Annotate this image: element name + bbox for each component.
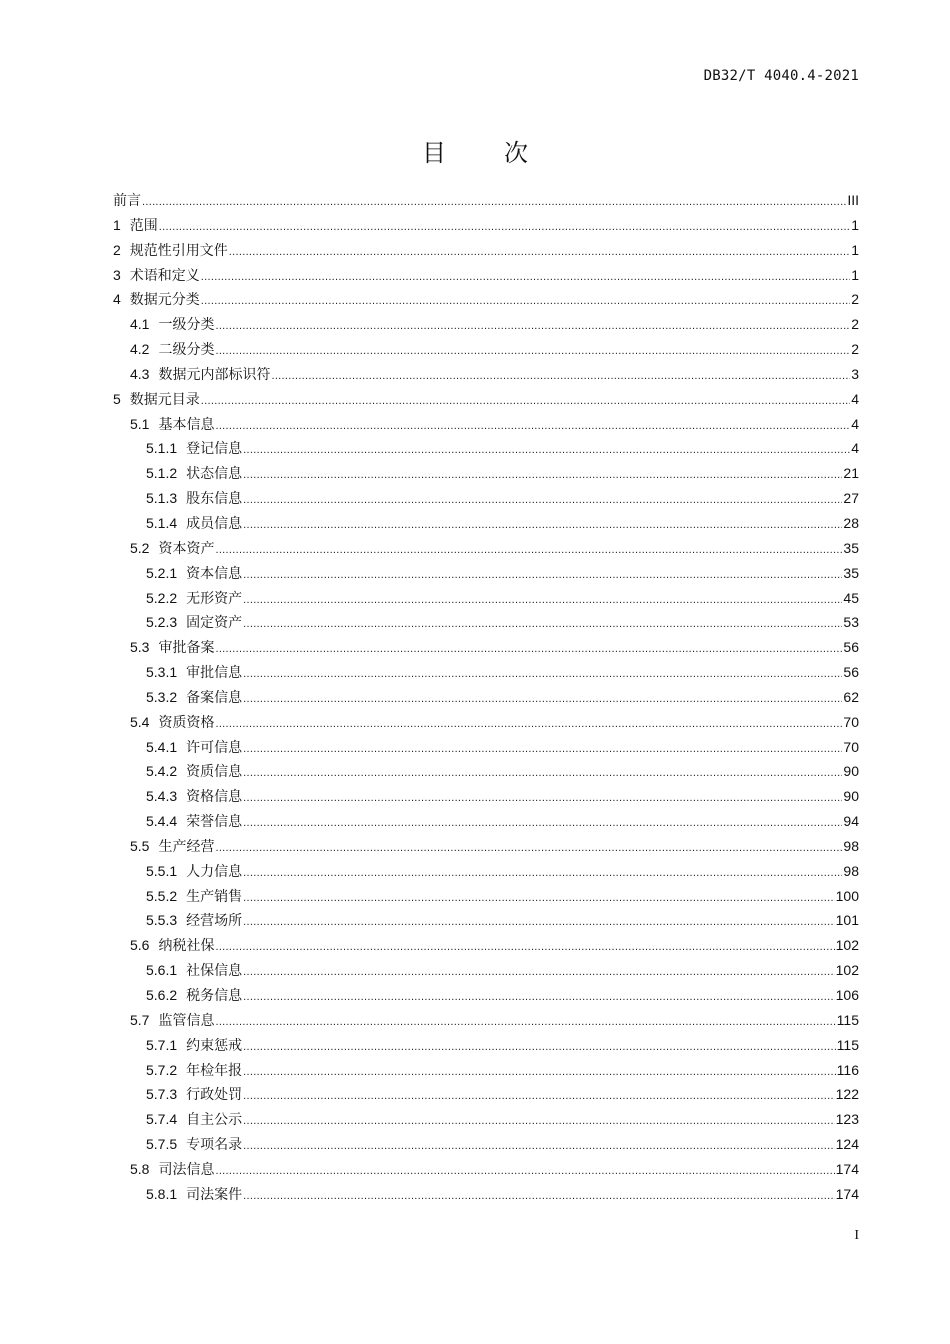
toc-entry-number: 5.3.2 [146, 688, 178, 705]
toc-entry[interactable] [113, 960, 859, 985]
toc-entry-number: 4 [113, 291, 121, 308]
toc-entry-page: 3 [851, 365, 859, 382]
toc-entry-label: 社保信息 [186, 963, 243, 980]
toc-dot-leader [142, 196, 846, 208]
toc-entry-number: 5.7.5 [146, 1136, 178, 1153]
toc-entry-page: III [847, 192, 859, 208]
toc-dot-leader [215, 345, 850, 357]
toc-entry-number: 5.2.3 [146, 614, 178, 631]
toc-entry-page: 2 [851, 341, 859, 358]
toc-entry[interactable] [113, 563, 859, 588]
toc-dot-leader [243, 817, 842, 829]
toc-entry-page: 124 [835, 1136, 859, 1153]
toc-entry-page: 98 [843, 837, 859, 854]
toc-entry-label: 税务信息 [186, 988, 243, 1004]
toc-entry[interactable] [113, 588, 859, 613]
toc-dot-leader [243, 444, 850, 456]
toc-dot-leader [243, 1090, 835, 1102]
toc-entry-label: 范围 [129, 217, 158, 234]
toc-entry-number: 4.1 [130, 316, 150, 333]
toc-dot-leader [201, 271, 850, 283]
toc-dot-leader [243, 1066, 836, 1078]
toc-entry-label: 数据元内部标识符 [158, 366, 271, 383]
toc-entry-page: 100 [835, 887, 859, 904]
toc-entry[interactable] [113, 1010, 859, 1035]
toc-entry-label: 生产经营 [158, 838, 215, 855]
toc-entry-page: 174 [835, 1160, 859, 1177]
toc-entry-label: 审批信息 [186, 665, 243, 682]
toc-entry-label: 年检年报 [186, 1062, 243, 1079]
toc-entry[interactable] [113, 364, 859, 389]
toc-entry[interactable] [113, 289, 859, 314]
toc-entry-number: 4.2 [130, 341, 150, 358]
toc-dot-leader [215, 544, 842, 556]
toc-entry-label: 二级分类 [158, 342, 215, 359]
toc-entry-label: 状态信息 [186, 466, 243, 483]
toc-entry-page: 35 [843, 564, 859, 581]
toc-entry-label: 股东信息 [186, 491, 243, 508]
toc-dot-leader [215, 643, 842, 655]
toc-entry-label: 经营场所 [186, 913, 243, 930]
toc-entry-label: 术语和定义 [129, 267, 200, 284]
toc-entry[interactable] [113, 737, 859, 762]
toc-entry-page: 102 [835, 937, 859, 954]
toc-dot-leader [243, 1115, 835, 1127]
toc-entry-number: 3 [113, 266, 121, 283]
toc-entry-label: 一级分类 [158, 317, 215, 334]
toc-dot-leader [243, 966, 835, 978]
toc-entry-page: 106 [835, 987, 859, 1003]
toc-entry-number: 5.3 [130, 639, 150, 656]
toc-entry-number: 5.4.2 [146, 763, 178, 780]
toc-entry-number: 5.2 [130, 539, 150, 556]
toc-dot-leader [215, 941, 834, 953]
toc-dot-leader [215, 320, 850, 332]
toc-entry-label: 资质信息 [186, 764, 243, 781]
toc-dot-leader [243, 494, 842, 506]
toc-entry-number: 5.8.1 [146, 1185, 178, 1202]
toc-entry[interactable] [113, 1184, 859, 1209]
toc-entry[interactable] [113, 886, 859, 911]
toc-entry-page: 90 [843, 763, 859, 780]
toc-entry-page: 90 [843, 788, 859, 805]
toc-entry-page: 2 [851, 291, 859, 308]
toc-entry[interactable] [113, 687, 859, 712]
toc-entry-number: 5.5.2 [146, 887, 178, 904]
toc-entry-label: 成员信息 [186, 515, 243, 532]
toc-entry[interactable] [113, 488, 859, 513]
toc-entry[interactable] [113, 662, 859, 687]
toc-dot-leader [215, 718, 842, 730]
toc-entry-page: 70 [843, 738, 859, 755]
toc-title [0, 133, 950, 168]
toc-entry[interactable] [113, 1134, 859, 1159]
toc-entry-label: 固定资产 [186, 615, 243, 632]
toc-entry-page: 56 [843, 639, 859, 656]
toc-entry-label: 专项名录 [186, 1137, 243, 1154]
toc-entry-label: 登记信息 [186, 441, 243, 458]
toc-entry-page: 123 [835, 1111, 859, 1128]
toc-entry[interactable] [113, 190, 859, 215]
toc-entry-label: 许可信息 [186, 739, 243, 756]
toc-dot-leader [243, 519, 842, 531]
toc-dot-leader [243, 618, 842, 630]
toc-entry-label: 人力信息 [186, 863, 243, 880]
toc-entry[interactable] [113, 240, 859, 265]
table-of-contents [113, 190, 859, 1209]
toc-entry-number: 5.4.4 [146, 813, 178, 830]
toc-entry-number: 5.4 [130, 713, 150, 730]
toc-entry-page: 4 [851, 390, 859, 407]
toc-dot-leader [243, 569, 842, 581]
toc-dot-leader [243, 1041, 836, 1053]
toc-entry-label: 前言 [113, 193, 141, 209]
toc-entry-page: 28 [843, 514, 859, 531]
toc-dot-leader [243, 792, 842, 804]
toc-dot-leader [201, 295, 850, 307]
toc-entry-page: 102 [835, 962, 859, 979]
toc-entry-number: 5.6 [130, 937, 150, 954]
toc-entry-label: 生产销售 [186, 888, 243, 905]
toc-entry-page: 115 [836, 1036, 859, 1053]
toc-dot-leader [229, 246, 850, 258]
toc-entry-page: 4 [851, 440, 859, 457]
toc-entry-page: 27 [843, 490, 859, 507]
toc-entry-page: 98 [843, 862, 859, 879]
toc-entry[interactable] [113, 637, 859, 662]
toc-dot-leader [243, 991, 835, 1003]
toc-dot-leader [215, 842, 842, 854]
toc-entry[interactable] [113, 265, 859, 290]
toc-entry-page: 2 [851, 316, 859, 333]
toc-dot-leader [159, 221, 850, 233]
toc-entry[interactable] [113, 1109, 859, 1134]
toc-entry-label: 资格信息 [186, 789, 243, 806]
toc-entry[interactable] [113, 836, 859, 861]
toc-dot-leader [201, 395, 850, 407]
toc-entry-page: 1 [851, 216, 859, 233]
toc-dot-leader [215, 1165, 834, 1177]
toc-entry[interactable] [113, 463, 859, 488]
toc-entry-page: 45 [843, 589, 859, 606]
toc-dot-leader [215, 420, 850, 432]
toc-entry[interactable] [113, 339, 859, 364]
toc-dot-leader [243, 1190, 835, 1202]
toc-dot-leader [271, 370, 850, 382]
toc-entry[interactable] [113, 761, 859, 786]
toc-entry-number: 5.3.1 [146, 664, 178, 681]
toc-entry-page: 1 [851, 266, 859, 283]
toc-entry[interactable] [113, 1035, 859, 1060]
toc-entry-label: 资质资格 [158, 714, 215, 731]
toc-entry-page: 35 [843, 539, 859, 556]
toc-entry-page: 53 [843, 614, 859, 631]
document-code: DB32/T 4040.4-2021 [703, 68, 859, 84]
toc-entry-number: 5.2.1 [146, 564, 178, 581]
toc-entry-number: 5.1.4 [146, 514, 178, 531]
toc-entry-page: 1 [851, 241, 859, 258]
toc-entry-label: 约束惩戒 [186, 1037, 243, 1054]
toc-entry-page: 56 [843, 664, 859, 681]
toc-entry-page: 70 [843, 713, 859, 730]
toc-entry-number: 5.5.3 [146, 912, 178, 929]
toc-entry-label: 司法信息 [158, 1161, 215, 1178]
toc-entry-number: 5.4.3 [146, 788, 178, 805]
toc-dot-leader [215, 1016, 835, 1028]
toc-entry[interactable] [113, 786, 859, 811]
toc-entry-page: 116 [836, 1061, 859, 1078]
toc-entry[interactable] [113, 314, 859, 339]
toc-dot-leader [243, 1140, 835, 1152]
toc-entry-number: 5.1.2 [146, 465, 178, 482]
toc-entry-label: 自主公示 [186, 1112, 243, 1129]
toc-entry-number: 1 [113, 216, 121, 233]
toc-entry[interactable] [113, 811, 859, 836]
toc-dot-leader [243, 867, 842, 879]
toc-entry[interactable] [113, 910, 859, 935]
toc-dot-leader [243, 594, 842, 606]
toc-entry-label: 行政处罚 [186, 1087, 243, 1104]
toc-entry-number: 5.7.4 [146, 1111, 178, 1128]
toc-entry-number: 5.5 [130, 837, 150, 854]
toc-entry-number: 5.1.1 [146, 440, 178, 457]
toc-entry-label: 审批备案 [158, 640, 215, 657]
toc-entry-label: 数据元分类 [129, 292, 200, 309]
toc-dot-leader [243, 668, 842, 680]
page-number: I [854, 1228, 859, 1243]
toc-entry-number: 5.8 [130, 1160, 150, 1177]
toc-entry-number: 5.5.1 [146, 862, 178, 879]
toc-entry-page: 122 [835, 1086, 859, 1103]
toc-entry-page: 115 [836, 1011, 859, 1028]
toc-entry[interactable] [113, 1060, 859, 1085]
toc-entry[interactable] [113, 612, 859, 637]
toc-entry-number: 4.3 [130, 365, 150, 382]
toc-entry[interactable] [113, 985, 859, 1010]
toc-entry-page: 21 [843, 465, 859, 482]
toc-entry-page: 62 [843, 688, 859, 705]
toc-entry-page: 4 [851, 415, 859, 432]
toc-dot-leader [243, 892, 835, 904]
toc-entry-number: 2 [113, 241, 121, 258]
toc-entry[interactable] [113, 1159, 859, 1184]
toc-entry[interactable] [113, 712, 859, 737]
toc-entry-label: 数据元目录 [129, 391, 200, 408]
toc-entry-label: 无形资产 [186, 590, 243, 607]
toc-entry-label: 资本信息 [186, 565, 243, 582]
toc-entry-number: 5.1.3 [146, 490, 178, 507]
toc-entry-label: 纳税社保 [158, 938, 215, 955]
toc-dot-leader [243, 743, 842, 755]
toc-entry-page: 101 [835, 912, 859, 929]
toc-entry-number: 5.4.1 [146, 738, 178, 755]
toc-dot-leader [243, 767, 842, 779]
toc-entry-number: 5.6.1 [146, 962, 178, 979]
toc-title-char-2: 次 [504, 139, 528, 167]
toc-dot-leader [243, 469, 842, 481]
toc-entry-number: 5.2.2 [146, 589, 178, 606]
toc-dot-leader [243, 693, 842, 705]
toc-entry-number: 5 [113, 390, 121, 407]
toc-entry-label: 基本信息 [158, 416, 215, 433]
toc-entry[interactable] [113, 414, 859, 439]
toc-entry-label: 监管信息 [158, 1012, 215, 1029]
toc-dot-leader [243, 916, 835, 928]
toc-entry-number: 5.1 [130, 415, 150, 432]
toc-entry-number: 5.6.2 [146, 987, 178, 1003]
toc-entry-page: 94 [843, 813, 859, 830]
toc-entry-number: 5.7 [130, 1011, 150, 1028]
toc-entry-number: 5.7.2 [146, 1061, 178, 1078]
toc-entry[interactable] [113, 513, 859, 538]
toc-entry-page: 174 [835, 1185, 859, 1202]
toc-entry-label: 备案信息 [186, 689, 243, 706]
toc-entry[interactable] [113, 538, 859, 563]
toc-entry-label: 荣誉信息 [186, 814, 243, 831]
toc-entry[interactable] [113, 1084, 859, 1109]
toc-title-char-1: 目 [422, 139, 446, 167]
toc-entry-number: 5.7.3 [146, 1086, 178, 1103]
toc-entry[interactable] [113, 438, 859, 463]
toc-entry[interactable] [113, 389, 859, 414]
toc-entry[interactable] [113, 935, 859, 960]
toc-entry-number: 5.7.1 [146, 1036, 178, 1053]
toc-entry[interactable] [113, 861, 859, 886]
toc-entry-label: 司法案件 [186, 1186, 243, 1203]
toc-entry-label: 资本资产 [158, 540, 215, 557]
toc-entry-label: 规范性引用文件 [129, 242, 228, 259]
toc-entry[interactable] [113, 215, 859, 240]
